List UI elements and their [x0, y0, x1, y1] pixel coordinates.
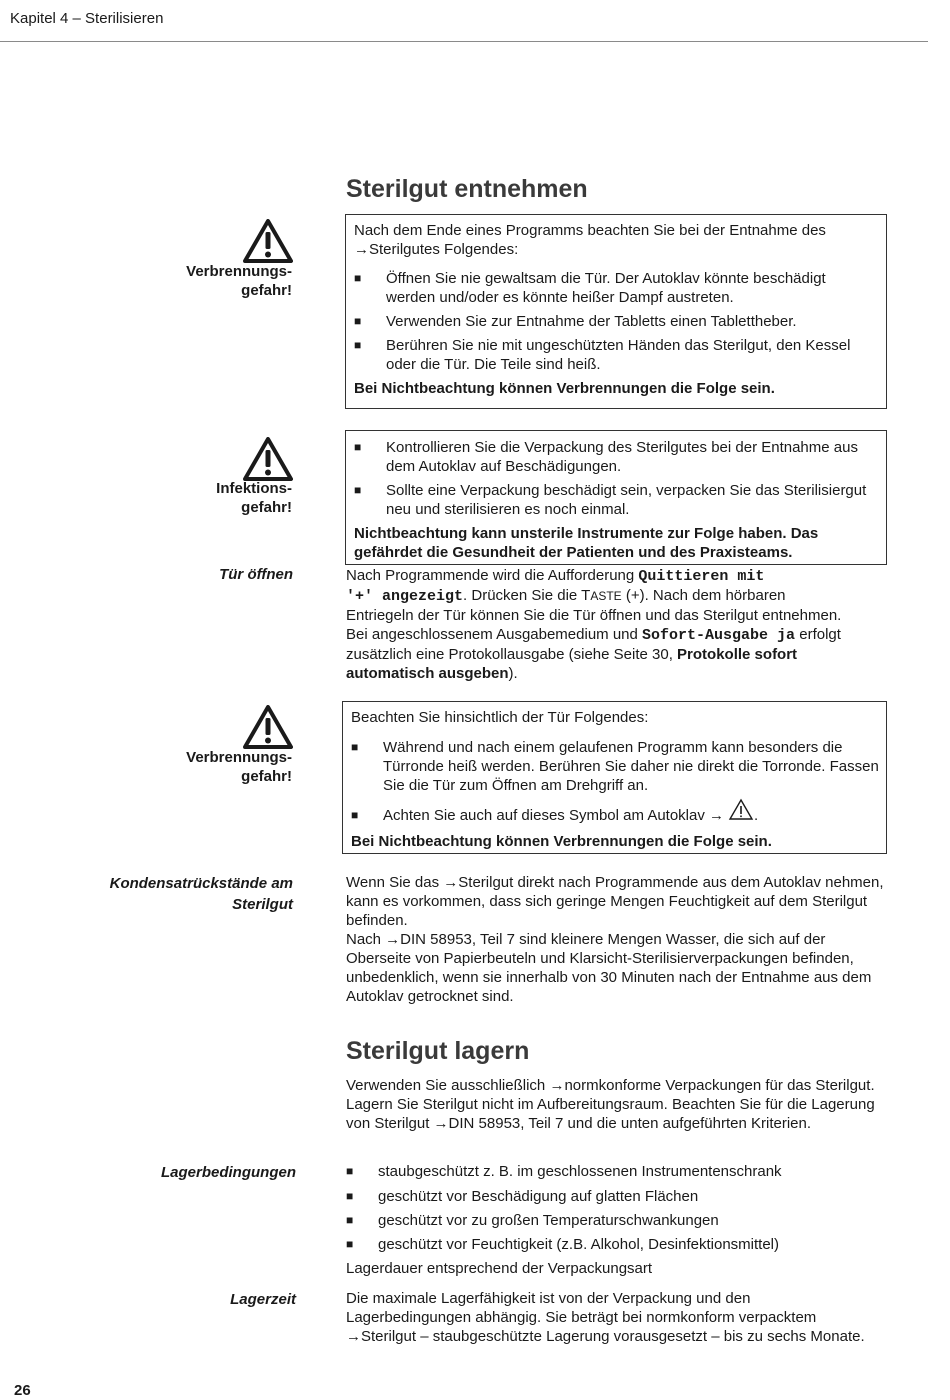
warning-triangle-icon	[243, 705, 293, 749]
storage-intro: Verwenden Sie ausschließlich →normkonforme Verpackungen für das Sterilgut. Lagern Sie Sterilgut nicht im Aufbereitungsraum. Beachten Sie für die Lagerung von Sterilgut →DIN 58953, Teil 7 und die unten aufgeführten Kriterien.	[346, 1077, 875, 1132]
warning-triangle-icon	[728, 798, 754, 821]
storage-duration-note: Lagerdauer entsprechend der Verpackungsart	[346, 1260, 653, 1277]
bullet-icon: ■	[346, 1213, 354, 1227]
list-item: ■ staubgeschützt z. B. im geschlossenen Instrumentenschrank	[346, 1163, 782, 1180]
bullet-icon: ■	[346, 1164, 354, 1178]
bullet-icon: ■	[354, 314, 362, 328]
display-message: Quittieren mit	[638, 568, 765, 585]
bullet-icon: ■	[354, 440, 362, 454]
header-divider	[0, 41, 928, 42]
infection-hazard-label: Infektions- gefahr!	[216, 480, 292, 516]
list-item: ■ geschützt vor Feuchtigkeit (z.B. Alkohol, Desinfektionsmittel)	[346, 1236, 780, 1253]
list-item: ■ Berühren Sie nie mit ungeschützten Händen das Sterilgut, den Kessel oder die Tür. Die Teile sind heiß.	[354, 337, 851, 373]
storage-time-label: Lagerzeit	[230, 1291, 296, 1308]
bullet-icon: ■	[346, 1189, 354, 1203]
section-title-lagern: Sterilgut lagern	[346, 1037, 530, 1065]
list-item: ■ Öffnen Sie nie gewaltsam die Tür. Der Autoklav könnte beschädigt werden und/oder es könnte heißer Dampf austreten.	[354, 270, 826, 306]
warning-triangle-icon	[243, 219, 293, 263]
cross-reference: Protokolle sofort	[677, 646, 798, 663]
condensate-text: Wenn Sie das →Sterilgut direkt nach Programmende aus dem Autoklav nehmen, kann es vorkommen, dass sich geringe Mengen Feuchtigkeit auf dem Sterilgut befinden. Nach →DIN 58953, Teil 7 sind kleinere Mengen Wasser, die sich auf der Oberseite von Papierbeuteln und Klarsicht-Sterilisierverpackungen befinden, unbedenklich, wenn sie innerhalb von 30 Minuten nach der Entnahme aus dem Autoklav getrocknet sind.	[346, 874, 884, 1005]
list-item: ■ Während und nach einem gelaufenen Programm kann besonders die Türronde heiß werden. Berühren Sie daher nie direkt die Torronde. Fassen Sie die Tür zum Öffnen am Drehgriff an.	[351, 739, 879, 794]
bullet-icon: ■	[351, 808, 359, 822]
warning-intro: Nach dem Ende eines Programms beachten Sie bei der Entnahme des →Sterilgutes Folgendes:	[354, 222, 826, 258]
bullet-icon: ■	[354, 271, 362, 285]
display-message: '+' angezeigt	[346, 588, 464, 605]
burn-hazard-label: Verbrennungs- gefahr!	[186, 263, 292, 299]
warning-conclusion: Nichtbeachtung kann unsterile Instrumente zur Folge haben. Das gefährdet die Gesundheit der Patienten und des Praxisteams.	[354, 525, 819, 561]
page-number: 26	[14, 1382, 31, 1399]
warning-conclusion: Bei Nichtbeachtung können Verbrennungen die Folge sein.	[351, 833, 772, 850]
warning-box-infection	[345, 430, 887, 565]
menu-setting: Sofort-Ausgabe ja	[642, 627, 796, 644]
burn-hazard-label: Verbrennungs- gefahr!	[186, 749, 292, 785]
warning-triangle-icon	[243, 437, 293, 481]
cross-reference: automatisch ausgeben	[346, 665, 509, 682]
key-name: TASTE	[581, 587, 622, 604]
warning-box-burn-1	[345, 214, 887, 409]
bullet-icon: ■	[351, 740, 359, 754]
door-open-label: Tür öffnen	[219, 566, 293, 583]
condensate-label: Kondensatrückstände am Sterilgut	[109, 875, 293, 913]
section-title-entnehmen: Sterilgut entnehmen	[346, 175, 588, 203]
list-item: ■ geschützt vor Beschädigung auf glatten Flächen	[346, 1188, 699, 1205]
storage-conditions-label: Lagerbedingungen	[161, 1164, 296, 1181]
list-item: ■ Sollte eine Verpackung beschädigt sein, verpacken Sie das Sterilisiergut neu und sterilisieren es noch einmal.	[354, 482, 867, 518]
list-item: ■ Verwenden Sie zur Entnahme der Tabletts einen Tablettheber.	[354, 313, 797, 330]
bullet-icon: ■	[354, 338, 362, 352]
warning-conclusion: Bei Nichtbeachtung können Verbrennungen die Folge sein.	[354, 380, 775, 397]
warning-intro: Beachten Sie hinsichtlich der Tür Folgendes:	[351, 709, 649, 726]
list-item: ■ Achten Sie auch auf dieses Symbol am Autoklav → .	[351, 806, 886, 825]
warning-box-burn-2	[342, 701, 887, 854]
bullet-icon: ■	[354, 483, 362, 497]
door-open-text: Nach Programmende wird die Aufforderung Quittieren mit '+' angezeigt. Drücken Sie die TASTE (+). Nach dem hörbaren Entriegeln der Tür können Sie die Tür öffnen und das Sterilgut entnehmen. Bei angeschlossenem Ausgabemedium und Sofort-Ausgabe ja erfolgt zusätzlich eine Protokollausgabe (siehe Seite 30, Protokolle sofort automatisch ausgeben).	[346, 567, 842, 682]
list-item: ■ Kontrollieren Sie die Verpackung des Sterilgutes bei der Entnahme aus dem Autoklav auf Beschädigungen.	[354, 439, 858, 475]
bullet-icon: ■	[346, 1237, 354, 1251]
running-header: Kapitel 4 – Sterilisieren	[10, 10, 164, 27]
list-item: ■ geschützt vor zu großen Temperaturschwankungen	[346, 1212, 719, 1229]
storage-time-text: Die maximale Lagerfähigkeit ist von der Verpackung und den Lagerbedingungen abhängig. Sie beträgt bei normkonform verpacktem →Sterilgut – staubgeschützte Lagerung vorausgesetzt – bis zu sechs Monate.	[346, 1290, 865, 1345]
